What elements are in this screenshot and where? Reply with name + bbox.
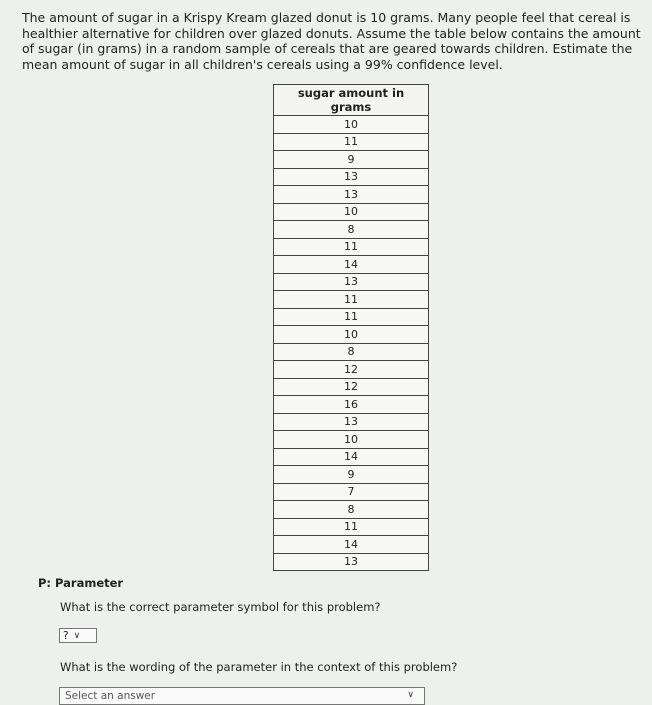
table-row [274,483,429,501]
table-row [274,116,429,134]
table-cell: 11 [274,518,429,536]
table-cell: 13 [274,186,429,204]
table-row [274,501,429,519]
table-row [274,238,429,256]
table-row [274,186,429,204]
problem-text: The amount of sugar in a Krispy Kream glazed donut is 10 grams. Many people feel that cereal is healthier alternative for children over glazed donuts. Assume the table below contains the amount of sugar (in grams) in a random sample of cereals that are geared towards children. Estimate the mean amount of sugar in all children's cereals using a 99% confidence level. [22,10,641,72]
parameter-symbol-select[interactable] [59,628,97,643]
parameter-symbol-value: ? [63,629,69,642]
table-row [274,361,429,379]
table-cell: 10 [274,431,429,449]
table-cell: 14 [274,536,429,554]
table-cell: 9 [274,466,429,484]
table-cell: 11 [274,238,429,256]
table-row [274,553,429,571]
table-row [274,221,429,239]
chevron-down-icon: ∨ [73,630,81,641]
chevron-down-icon: ∨ [407,690,414,700]
table-cell: 8 [274,221,429,239]
parameter-wording-value: Select an answer [65,690,156,702]
table-row [274,448,429,466]
table-cell: 9 [274,151,429,169]
table-cell: 8 [274,501,429,519]
table-header: sugar amount in grams [274,85,429,116]
table-row [274,291,429,309]
table-cell: 11 [274,291,429,309]
table-row [274,396,429,414]
table-cell: 13 [274,273,429,291]
table-cell: 11 [274,308,429,326]
table-row [274,431,429,449]
table-row [274,413,429,431]
table-row [274,151,429,169]
table-row [274,466,429,484]
question-parameter-symbol: What is the correct parameter symbol for this problem? [60,600,381,614]
table-row [274,378,429,396]
table-cell: 12 [274,361,429,379]
parameter-wording-select[interactable] [59,687,425,705]
table-cell: 14 [274,256,429,274]
table-cell: 12 [274,378,429,396]
table-cell: 7 [274,483,429,501]
table-cell: 10 [274,203,429,221]
table-row [274,168,429,186]
table-cell: 13 [274,168,429,186]
table-cell: 11 [274,133,429,151]
table-row [274,343,429,361]
table-row [274,536,429,554]
table-cell: 13 [274,553,429,571]
table-row [274,273,429,291]
table-cell: 13 [274,413,429,431]
question-parameter-wording: What is the wording of the parameter in the context of this problem? [60,660,458,674]
table-body [274,116,429,571]
table-row [274,326,429,344]
table-row [274,133,429,151]
section-title: P: Parameter [38,576,124,590]
sugar-table [273,84,429,571]
table-cell: 10 [274,116,429,134]
table-row [274,203,429,221]
table-row [274,308,429,326]
table-cell: 16 [274,396,429,414]
table-cell: 14 [274,448,429,466]
table-cell: 10 [274,326,429,344]
table-cell: 8 [274,343,429,361]
table-row [274,256,429,274]
table-row [274,518,429,536]
